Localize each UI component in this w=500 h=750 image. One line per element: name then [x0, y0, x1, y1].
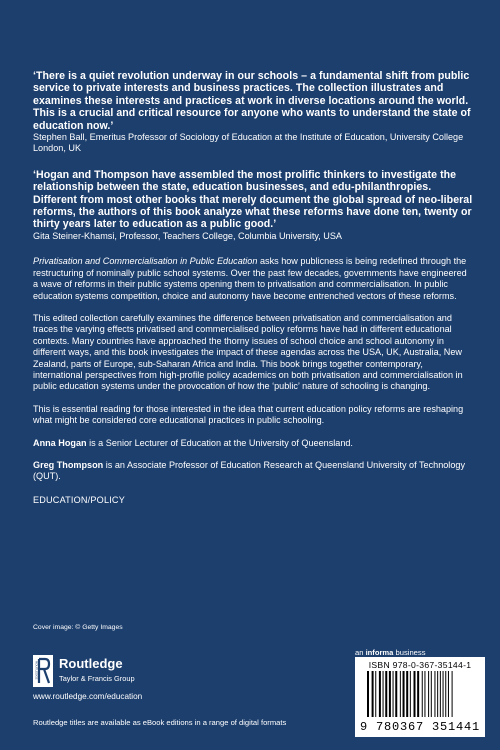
author-name: Greg Thompson: [33, 459, 104, 470]
routledge-logo-icon: [33, 655, 53, 687]
isbn-barcode: [355, 657, 485, 737]
barcode-bar: [389, 671, 391, 717]
author-name: Anna Hogan: [33, 437, 87, 448]
barcode-bar: [395, 671, 397, 717]
description-paragraph: This is essential reading for those interested in the idea that current education policy reforms are reshaping what might be considered core educational practices in public schooling.: [33, 403, 464, 426]
description-paragraph: This edited collection carefully examines the difference between privatisation and commercialisation and traces the varying effects privatised and commercialised policy reforms have had in different educational contexts. Many countries have approached the thorny issues of school choice and school autonomy in different ways, and this book investigates the impact of these agendas across the USA, UK, Australia, New Zealand, parts of Europe, sub-Saharan Africa and India. This book brings together contemporary, international perspectives from high-profile policy academics on both privatisation and commercialisation in public education systems under the provocation of how the ‘public’ nature of schooling is changing.: [33, 312, 463, 392]
barcode-bar: [385, 671, 387, 717]
author-bio: [33, 438, 473, 449]
barcode-bar: [434, 671, 435, 717]
endorsement-quote: ‘There is a quiet revolution underway in our schools – a fundamental shift from public service to private interests and business practices. The collection illustrates and examines these interests and practices at work in diverse locations around the world. This is a crucial and critical resource for anyone who wants to understand the state of education now.’: [33, 70, 471, 132]
barcode-digits: 9 780367 351441: [359, 720, 481, 734]
barcode-bar: [393, 671, 394, 717]
tagline-brand: informa: [365, 648, 394, 657]
subject-category: EDUCATION/POLICY: [33, 494, 125, 505]
isbn-label: ISBN 978-0-367-35144-1: [368, 660, 472, 670]
book-title: Privatisation and Commercialisation in Public Education: [33, 256, 258, 267]
description-intro-text: asks how publicness is being redefined through the restructuring of nominally public school systems. Over the past few decades, governments have engineered a wave of reforms in their public systems opening them to privatisation and commercialisation. In public education systems competition, choice and autonomy have become entrenched vectors of these reforms.: [33, 256, 467, 301]
tagline-suffix: business: [393, 648, 426, 657]
publisher-subtitle: Taylor & Francis Group: [59, 674, 135, 683]
logo-vertical-text: ROUTLEDGE: [34, 661, 39, 680]
barcode-bar: [424, 671, 425, 717]
barcode-bar: [372, 671, 374, 717]
publisher-website: www.routledge.com/education: [33, 692, 143, 701]
barcode-bar: [422, 671, 423, 717]
barcode-bar: [428, 671, 429, 717]
author-bio-text: is a Senior Lecturer of Education at the University of Queensland.: [86, 437, 353, 448]
endorsement-1: [33, 70, 473, 155]
barcode-bar: [375, 671, 376, 717]
description-intro: [33, 256, 473, 302]
ebook-note: Routledge titles are available as eBook editions in a range of digital formats: [33, 718, 287, 727]
barcode-bar: [379, 671, 381, 717]
barcode-bar: [403, 671, 405, 717]
routledge-logo: [33, 655, 203, 689]
barcode-bar: [440, 671, 441, 717]
endorsement-2: [33, 169, 473, 242]
barcode-bar: [383, 671, 384, 717]
barcode-bar: [437, 671, 438, 717]
endorsement-quote: ‘Hogan and Thompson have assembled the most prolific thinkers to investigate the relationship between the state, education businesses, and edu-philanthropies. Different from most other books that merely document the global spread of neo-liberal reforms, the authors of this book analyze what these reforms have done ten, twenty or thirty years later to education as a public good.’: [33, 168, 473, 231]
barcode-bar: [417, 671, 419, 717]
barcode-bar: [445, 671, 446, 717]
barcode-bar: [448, 671, 449, 717]
barcode-bar: [443, 671, 444, 717]
endorsement-attribution: Stephen Ball, Emeritus Professor of Sociology of Education at the Institute of Education, University College London, UK: [33, 132, 464, 154]
barcode-bar: [414, 671, 416, 717]
endorsement-attribution: Gita Steiner-Khamsi, Professor, Teachers College, Columbia University, USA: [33, 230, 342, 241]
barcode-bar: [410, 671, 411, 717]
barcode-bar: [406, 671, 408, 717]
barcode-bar: [367, 671, 369, 717]
tagline-prefix: an: [355, 648, 366, 657]
cover-image-credit: Cover image: © Getty Images: [33, 624, 123, 631]
barcode-bar: [400, 671, 401, 717]
author-bio-text: is an Associate Professor of Education Research at Queensland University of Technology (QUT).: [33, 459, 465, 482]
author-bio: [33, 460, 473, 483]
informa-tagline: [355, 648, 426, 657]
barcode-bars: [363, 671, 479, 723]
cover-text-column: [33, 70, 473, 505]
publisher-name: Routledge: [59, 656, 123, 671]
barcode-bar: [452, 671, 453, 717]
barcode-bar: [431, 671, 432, 717]
